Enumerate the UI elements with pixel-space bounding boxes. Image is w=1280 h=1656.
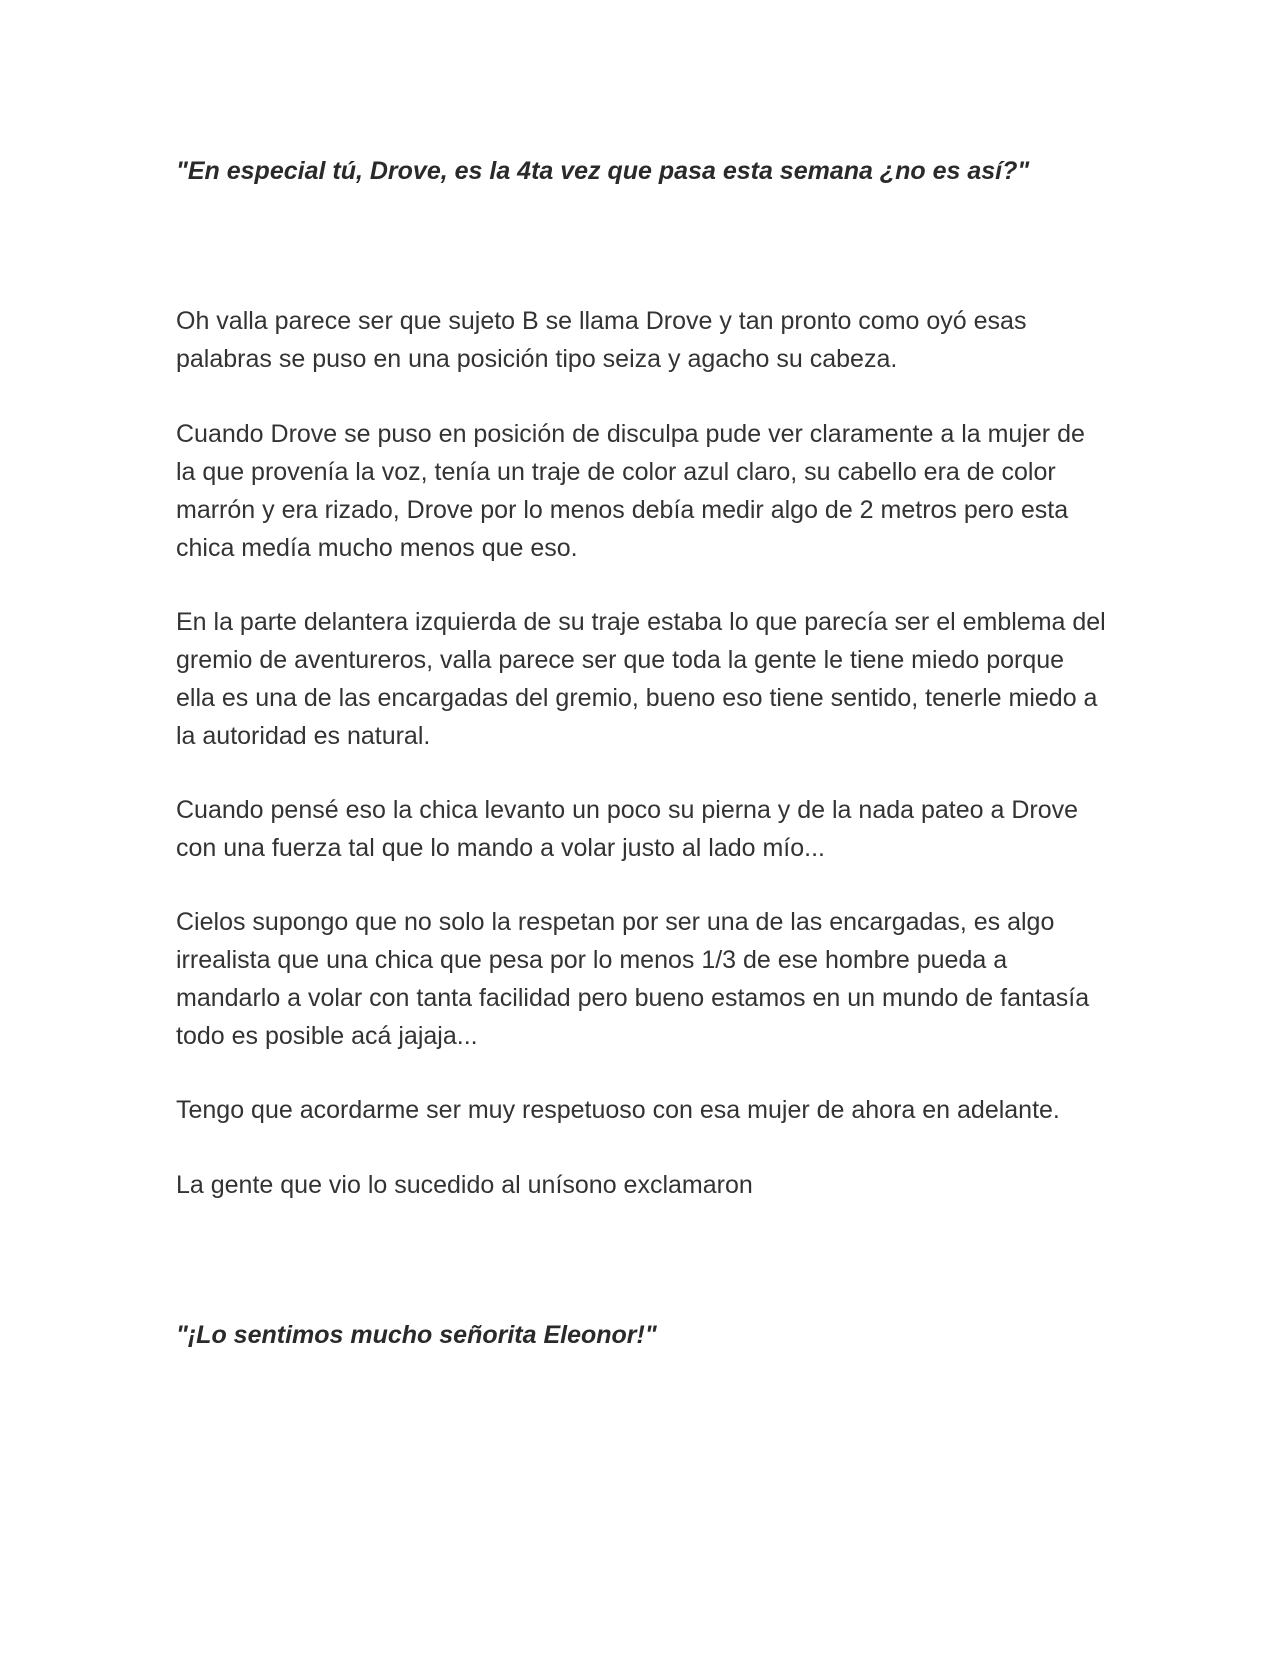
paragraph-1: Oh valla parece ser que sujeto B se llama Drove y tan pronto como oyó esas palabras se puso en una posición tipo seiza y agacho su cabeza.	[176, 307, 1027, 373]
dialogue-line-2: "¡Lo sentimos mucho señorita Eleonor!"	[176, 1321, 657, 1349]
paragraph-6: Tengo que acordarme ser muy respetuoso con esa mujer de ahora en adelante.	[176, 1096, 1060, 1124]
paragraph-7: La gente que vio lo sucedido al unísono exclamaron	[176, 1171, 753, 1199]
paragraph-5: Cielos supongo que no solo la respetan por ser una de las encargadas, es algo irrealista que una chica que pesa por lo menos 1/3 de ese hombre pueda a mandarlo a volar con tanta facilidad pero bueno estamos en un mundo de fantasía todo es posible acá jajaja...	[176, 908, 1090, 1050]
paragraph-3: En la parte delantera izquierda de su traje estaba lo que parecía ser el emblema del gremio de aventureros, valla parece ser que toda la gente le tiene miedo porque ella es una de las encargadas del gremio, bueno eso tiene sentido, tenerle miedo a la autoridad es natural.	[176, 608, 1106, 750]
paragraph-4: Cuando pensé eso la chica levanto un poco su pierna y de la nada pateo a Drove con una fuerza tal que lo mando a volar justo al lado mío...	[176, 796, 1079, 862]
paragraph-2: Cuando Drove se puso en posición de disculpa pude ver claramente a la mujer de la que provenía la voz, tenía un traje de color azul claro, su cabello era de color marrón y era rizado, Drove por lo menos debía medir algo de 2 metros pero esta chica medía mucho menos que eso.	[176, 420, 1085, 562]
dialogue-line-1: "En especial tú, Drove, es la 4ta vez que pasa esta semana ¿no es así?"	[176, 157, 1030, 185]
